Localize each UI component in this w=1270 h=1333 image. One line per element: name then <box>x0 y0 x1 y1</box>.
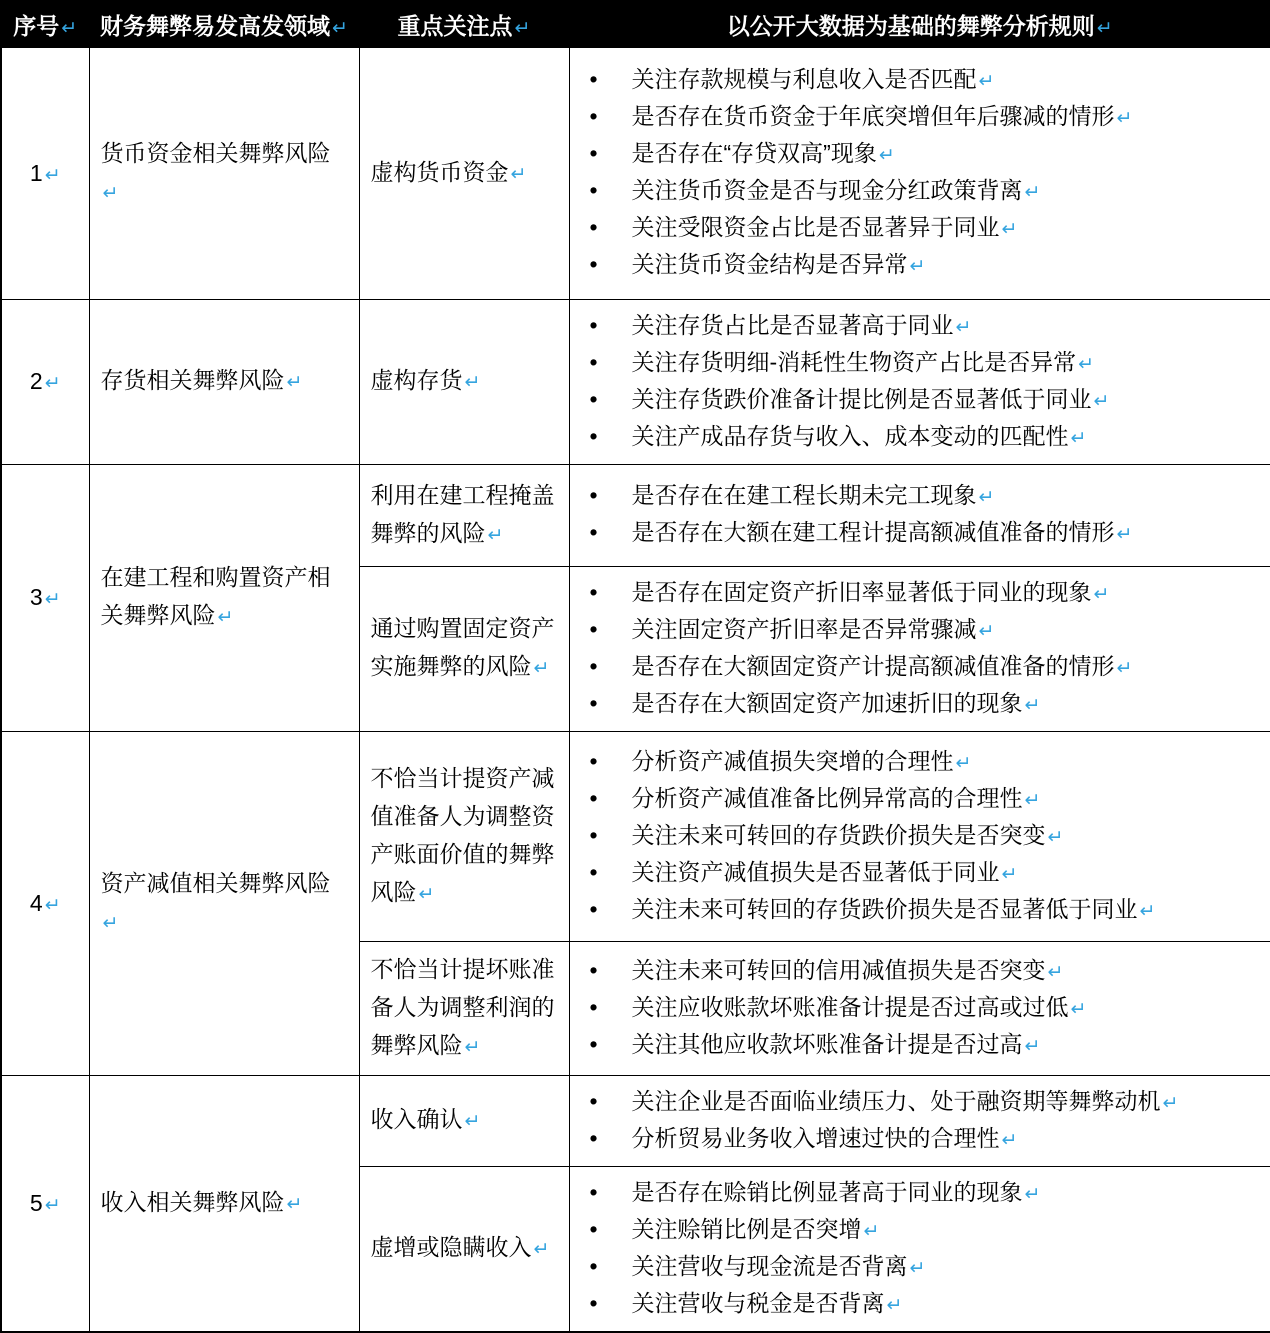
rule-item <box>590 99 1261 136</box>
rule-text: 关注存款规模与利息收入是否匹配 <box>631 66 977 92</box>
return-mark-icon: ↵ <box>1078 353 1095 375</box>
rule-text: 关注存货明细-消耗性生物资产占比是否异常 <box>631 348 1077 375</box>
bullet-icon: • <box>589 689 598 716</box>
return-mark-icon: ↵ <box>1024 789 1041 811</box>
bullet-icon: • <box>589 652 598 679</box>
return-mark-icon: ↵ <box>1024 182 1041 203</box>
rule-text: 是否存在大额固定资产计提高额减值准备的情形 <box>631 652 1115 679</box>
return-mark-icon: ↵ <box>978 71 995 92</box>
rule-text: 关注未来可转回的存货跌价损失是否显著低于同业 <box>631 895 1138 922</box>
rule-text: 分析资产减值准备比例异常高的合理性 <box>631 784 1023 811</box>
rule-text: 关注未来可转回的信用减值损失是否突变 <box>631 956 1046 983</box>
rule-item <box>590 855 1261 892</box>
rules-cell <box>569 1075 1270 1166</box>
bullet-icon: • <box>589 747 598 774</box>
bullet-icon: • <box>589 821 598 848</box>
rule-item <box>590 686 1261 723</box>
rules-cell <box>569 1166 1270 1332</box>
area-cell <box>89 47 359 299</box>
rule-text: 关注存货占比是否显著高于同业 <box>631 311 954 338</box>
rule-item <box>590 173 1261 210</box>
rule-text: 关注应收账款坏账准备计提是否过高或过低 <box>631 993 1069 1020</box>
rule-item <box>590 1027 1261 1064</box>
focus-text: 不恰当计提资产减值准备人为调整资产账面价值的舞弊风险 <box>370 764 555 905</box>
header-col-area <box>89 1 359 47</box>
header-col-rules <box>569 1 1270 47</box>
return-mark-icon: ↵ <box>102 182 119 204</box>
return-mark-icon: ↵ <box>1001 1129 1018 1151</box>
focus-cell <box>359 1166 569 1332</box>
return-mark-icon: ↵ <box>1139 900 1156 922</box>
row-number: 5 <box>29 1189 43 1216</box>
return-mark-icon: ↵ <box>878 145 895 166</box>
return-mark-icon: ↵ <box>978 620 995 642</box>
rule-text: 关注受限资金占比是否显著异于同业 <box>631 214 1000 240</box>
row-number-cell <box>1 299 89 464</box>
rule-text: 关注资产减值损失是否显著低于同业 <box>631 858 1000 885</box>
return-mark-icon: ↵ <box>217 607 234 628</box>
rule-item <box>590 1249 1261 1286</box>
return-mark-icon: ↵ <box>886 1294 903 1316</box>
focus-text: 虚构货币资金 <box>370 158 509 185</box>
rule-item <box>590 382 1261 419</box>
rule-text: 是否存在赊销比例显著高于同业的现象 <box>631 1178 1023 1205</box>
return-mark-icon: ↵ <box>418 883 435 905</box>
focus-cell <box>359 566 569 731</box>
bullet-icon: • <box>589 1087 598 1114</box>
bullet-icon: • <box>589 1215 598 1242</box>
return-mark-icon: ↵ <box>61 17 78 39</box>
focus-cell <box>359 1075 569 1166</box>
rule-item <box>590 990 1261 1027</box>
rule-text: 关注货币资金是否与现金分红政策背离 <box>631 177 1023 203</box>
return-mark-icon: ↵ <box>510 163 527 185</box>
rule-item <box>590 515 1261 552</box>
table-row <box>1 299 1270 464</box>
rule-item <box>590 953 1261 990</box>
rules-cell <box>569 464 1270 566</box>
rule-text: 是否存在在建工程长期未完工现象 <box>631 482 977 508</box>
rule-item <box>590 247 1261 284</box>
return-mark-icon: ↵ <box>1070 998 1087 1020</box>
bullet-icon: • <box>589 66 598 92</box>
rules-cell <box>569 299 1270 464</box>
header-col-focus <box>359 1 569 47</box>
table-row <box>1 464 1270 566</box>
return-mark-icon: ↵ <box>1116 108 1133 129</box>
area-cell <box>89 731 359 1075</box>
rule-text: 是否存在货币资金于年底突增但年后骤减的情形 <box>631 103 1115 129</box>
rule-text: 关注未来可转回的存货跌价损失是否突变 <box>631 821 1046 848</box>
header-col-rules-label: 以公开大数据为基础的舞弊分析规则 <box>726 12 1095 39</box>
row-number: 4 <box>29 889 43 916</box>
rule-text: 是否存在“存贷双高”现象 <box>631 140 877 166</box>
area-text: 货币资金相关舞弊风险 <box>100 139 331 166</box>
bullet-icon: • <box>589 1252 598 1279</box>
area-text: 收入相关舞弊风险 <box>100 1188 285 1215</box>
table-row <box>1 1075 1270 1166</box>
rules-cell <box>569 566 1270 731</box>
bullet-icon: • <box>589 1289 598 1316</box>
return-mark-icon: ↵ <box>286 1193 303 1215</box>
rule-text: 是否存在大额在建工程计提高额减值准备的情形 <box>631 519 1115 545</box>
rule-text: 关注营收与现金流是否背离 <box>631 1252 908 1279</box>
row-number-cell <box>1 731 89 1075</box>
return-mark-icon: ↵ <box>1047 961 1064 983</box>
focus-cell <box>359 941 569 1075</box>
return-mark-icon: ↵ <box>909 256 926 277</box>
return-mark-icon: ↵ <box>1070 427 1087 449</box>
return-mark-icon: ↵ <box>1162 1092 1179 1114</box>
header-col-area-label: 财务舞弊易发高发领域 <box>100 12 331 39</box>
rule-item <box>590 62 1261 99</box>
return-mark-icon: ↵ <box>44 373 61 394</box>
focus-cell <box>359 464 569 566</box>
focus-text: 收入确认 <box>370 1106 463 1132</box>
return-mark-icon: ↵ <box>487 524 504 546</box>
return-mark-icon: ↵ <box>44 164 61 186</box>
return-mark-icon: ↵ <box>1096 17 1113 39</box>
bullet-icon: • <box>589 895 598 922</box>
table-header-row <box>1 1 1270 47</box>
return-mark-icon: ↵ <box>44 589 61 610</box>
rule-item <box>590 575 1261 612</box>
bullet-icon: • <box>589 578 598 605</box>
return-mark-icon: ↵ <box>1047 826 1064 848</box>
rule-item <box>590 649 1261 686</box>
area-text: 存货相关舞弊风险 <box>100 367 285 393</box>
bullet-icon: • <box>589 103 598 129</box>
return-mark-icon: ↵ <box>464 372 481 393</box>
row-number-cell <box>1 47 89 299</box>
return-mark-icon: ↵ <box>44 1194 61 1216</box>
return-mark-icon: ↵ <box>533 658 550 679</box>
rule-item <box>590 136 1261 173</box>
bullet-icon: • <box>589 177 598 203</box>
bullet-icon: • <box>589 1178 598 1205</box>
return-mark-icon: ↵ <box>863 1220 880 1242</box>
bullet-icon: • <box>589 956 598 983</box>
rule-text: 关注营收与税金是否背离 <box>631 1289 885 1316</box>
return-mark-icon: ↵ <box>1116 524 1133 545</box>
header-col-focus-label: 重点关注点 <box>397 12 513 39</box>
bullet-icon: • <box>589 784 598 811</box>
header-col-index <box>1 1 89 47</box>
focus-cell <box>359 731 569 941</box>
row-number-cell <box>1 1075 89 1332</box>
return-mark-icon: ↵ <box>102 912 119 934</box>
rule-item <box>590 1286 1261 1323</box>
rule-item <box>590 1175 1261 1212</box>
return-mark-icon: ↵ <box>1024 1035 1041 1057</box>
return-mark-icon: ↵ <box>464 1111 481 1132</box>
return-mark-icon: ↵ <box>1001 219 1018 240</box>
rules-cell <box>569 941 1270 1075</box>
return-mark-icon: ↵ <box>464 1036 481 1058</box>
rule-item <box>590 744 1261 781</box>
area-cell <box>89 464 359 731</box>
rule-item <box>590 781 1261 818</box>
return-mark-icon: ↵ <box>978 487 995 508</box>
rule-text: 是否存在大额固定资产加速折旧的现象 <box>631 689 1023 716</box>
rule-text: 是否存在固定资产折旧率显著低于同业的现象 <box>631 578 1092 605</box>
return-mark-icon: ↵ <box>1024 1183 1041 1205</box>
focus-cell <box>359 299 569 464</box>
rule-text: 关注企业是否面临业绩压力、处于融资期等舞弊动机 <box>631 1087 1161 1114</box>
row-number: 2 <box>29 368 43 394</box>
focus-text: 虚构存货 <box>370 367 463 393</box>
rule-item <box>590 818 1261 855</box>
bullet-icon: • <box>589 482 598 508</box>
return-mark-icon: ↵ <box>44 894 61 916</box>
return-mark-icon: ↵ <box>1093 390 1110 412</box>
row-number: 1 <box>29 159 43 186</box>
rule-text: 关注赊销比例是否突增 <box>631 1215 862 1242</box>
bullet-icon: • <box>589 422 598 449</box>
rule-text: 关注存货跌价准备计提比例是否显著低于同业 <box>631 385 1092 412</box>
rule-item <box>590 892 1261 929</box>
rule-item <box>590 612 1261 649</box>
area-cell <box>89 299 359 464</box>
bullet-icon: • <box>589 140 598 166</box>
bullet-icon: • <box>589 993 598 1020</box>
bullet-icon: • <box>589 214 598 240</box>
bullet-icon: • <box>589 1124 598 1151</box>
bullet-icon: • <box>589 858 598 885</box>
return-mark-icon: ↵ <box>533 1239 550 1260</box>
return-mark-icon: ↵ <box>1093 583 1110 605</box>
focus-text: 不恰当计提坏账准备人为调整利润的舞弊风险 <box>370 955 555 1058</box>
header-col-index-label: 序号 <box>13 12 60 39</box>
area-text: 在建工程和购置资产相关舞弊风险 <box>100 564 331 628</box>
focus-text: 虚增或隐瞒收入 <box>370 1234 532 1260</box>
rule-text: 关注产成品存货与收入、成本变动的匹配性 <box>631 422 1069 449</box>
bullet-icon: • <box>589 311 598 338</box>
return-mark-icon: ↵ <box>514 17 531 39</box>
rule-item <box>590 308 1261 345</box>
rule-text: 关注固定资产折旧率是否异常骤减 <box>631 615 977 642</box>
focus-text: 利用在建工程掩盖舞弊的风险 <box>370 481 555 546</box>
return-mark-icon: ↵ <box>955 752 972 774</box>
return-mark-icon: ↵ <box>332 17 348 39</box>
return-mark-icon: ↵ <box>955 316 972 338</box>
bullet-icon: • <box>589 251 598 277</box>
rules-cell <box>569 731 1270 941</box>
rule-item <box>590 1121 1261 1158</box>
area-text: 资产减值相关舞弊风险 <box>100 869 331 896</box>
return-mark-icon: ↵ <box>286 372 303 393</box>
rule-text: 分析资产减值损失突增的合理性 <box>631 747 954 774</box>
rule-item <box>590 419 1261 456</box>
row-number: 3 <box>29 584 43 610</box>
rule-text: 分析贸易业务收入增速过快的合理性 <box>631 1124 1000 1151</box>
row-number-cell <box>1 464 89 731</box>
bullet-icon: • <box>589 385 598 412</box>
focus-text: 通过购置固定资产实施舞弊的风险 <box>370 615 555 679</box>
table-row <box>1 731 1270 941</box>
focus-cell <box>359 47 569 299</box>
return-mark-icon: ↵ <box>1116 657 1133 679</box>
area-cell <box>89 1075 359 1332</box>
return-mark-icon: ↵ <box>1024 694 1041 716</box>
return-mark-icon: ↵ <box>909 1257 926 1279</box>
rule-text: 关注货币资金结构是否异常 <box>631 251 908 277</box>
bullet-icon: • <box>589 348 598 375</box>
bullet-icon: • <box>589 1030 598 1057</box>
rule-text: 关注其他应收款坏账准备计提是否过高 <box>631 1030 1023 1057</box>
rules-cell <box>569 47 1270 299</box>
return-mark-icon: ↵ <box>1001 863 1018 885</box>
rule-item <box>590 1212 1261 1249</box>
table-row <box>1 47 1270 299</box>
bullet-icon: • <box>589 615 598 642</box>
rule-item <box>590 1084 1261 1121</box>
bullet-icon: • <box>589 519 598 545</box>
rule-item <box>590 210 1261 247</box>
rule-item <box>590 345 1261 382</box>
rule-item <box>590 478 1261 515</box>
